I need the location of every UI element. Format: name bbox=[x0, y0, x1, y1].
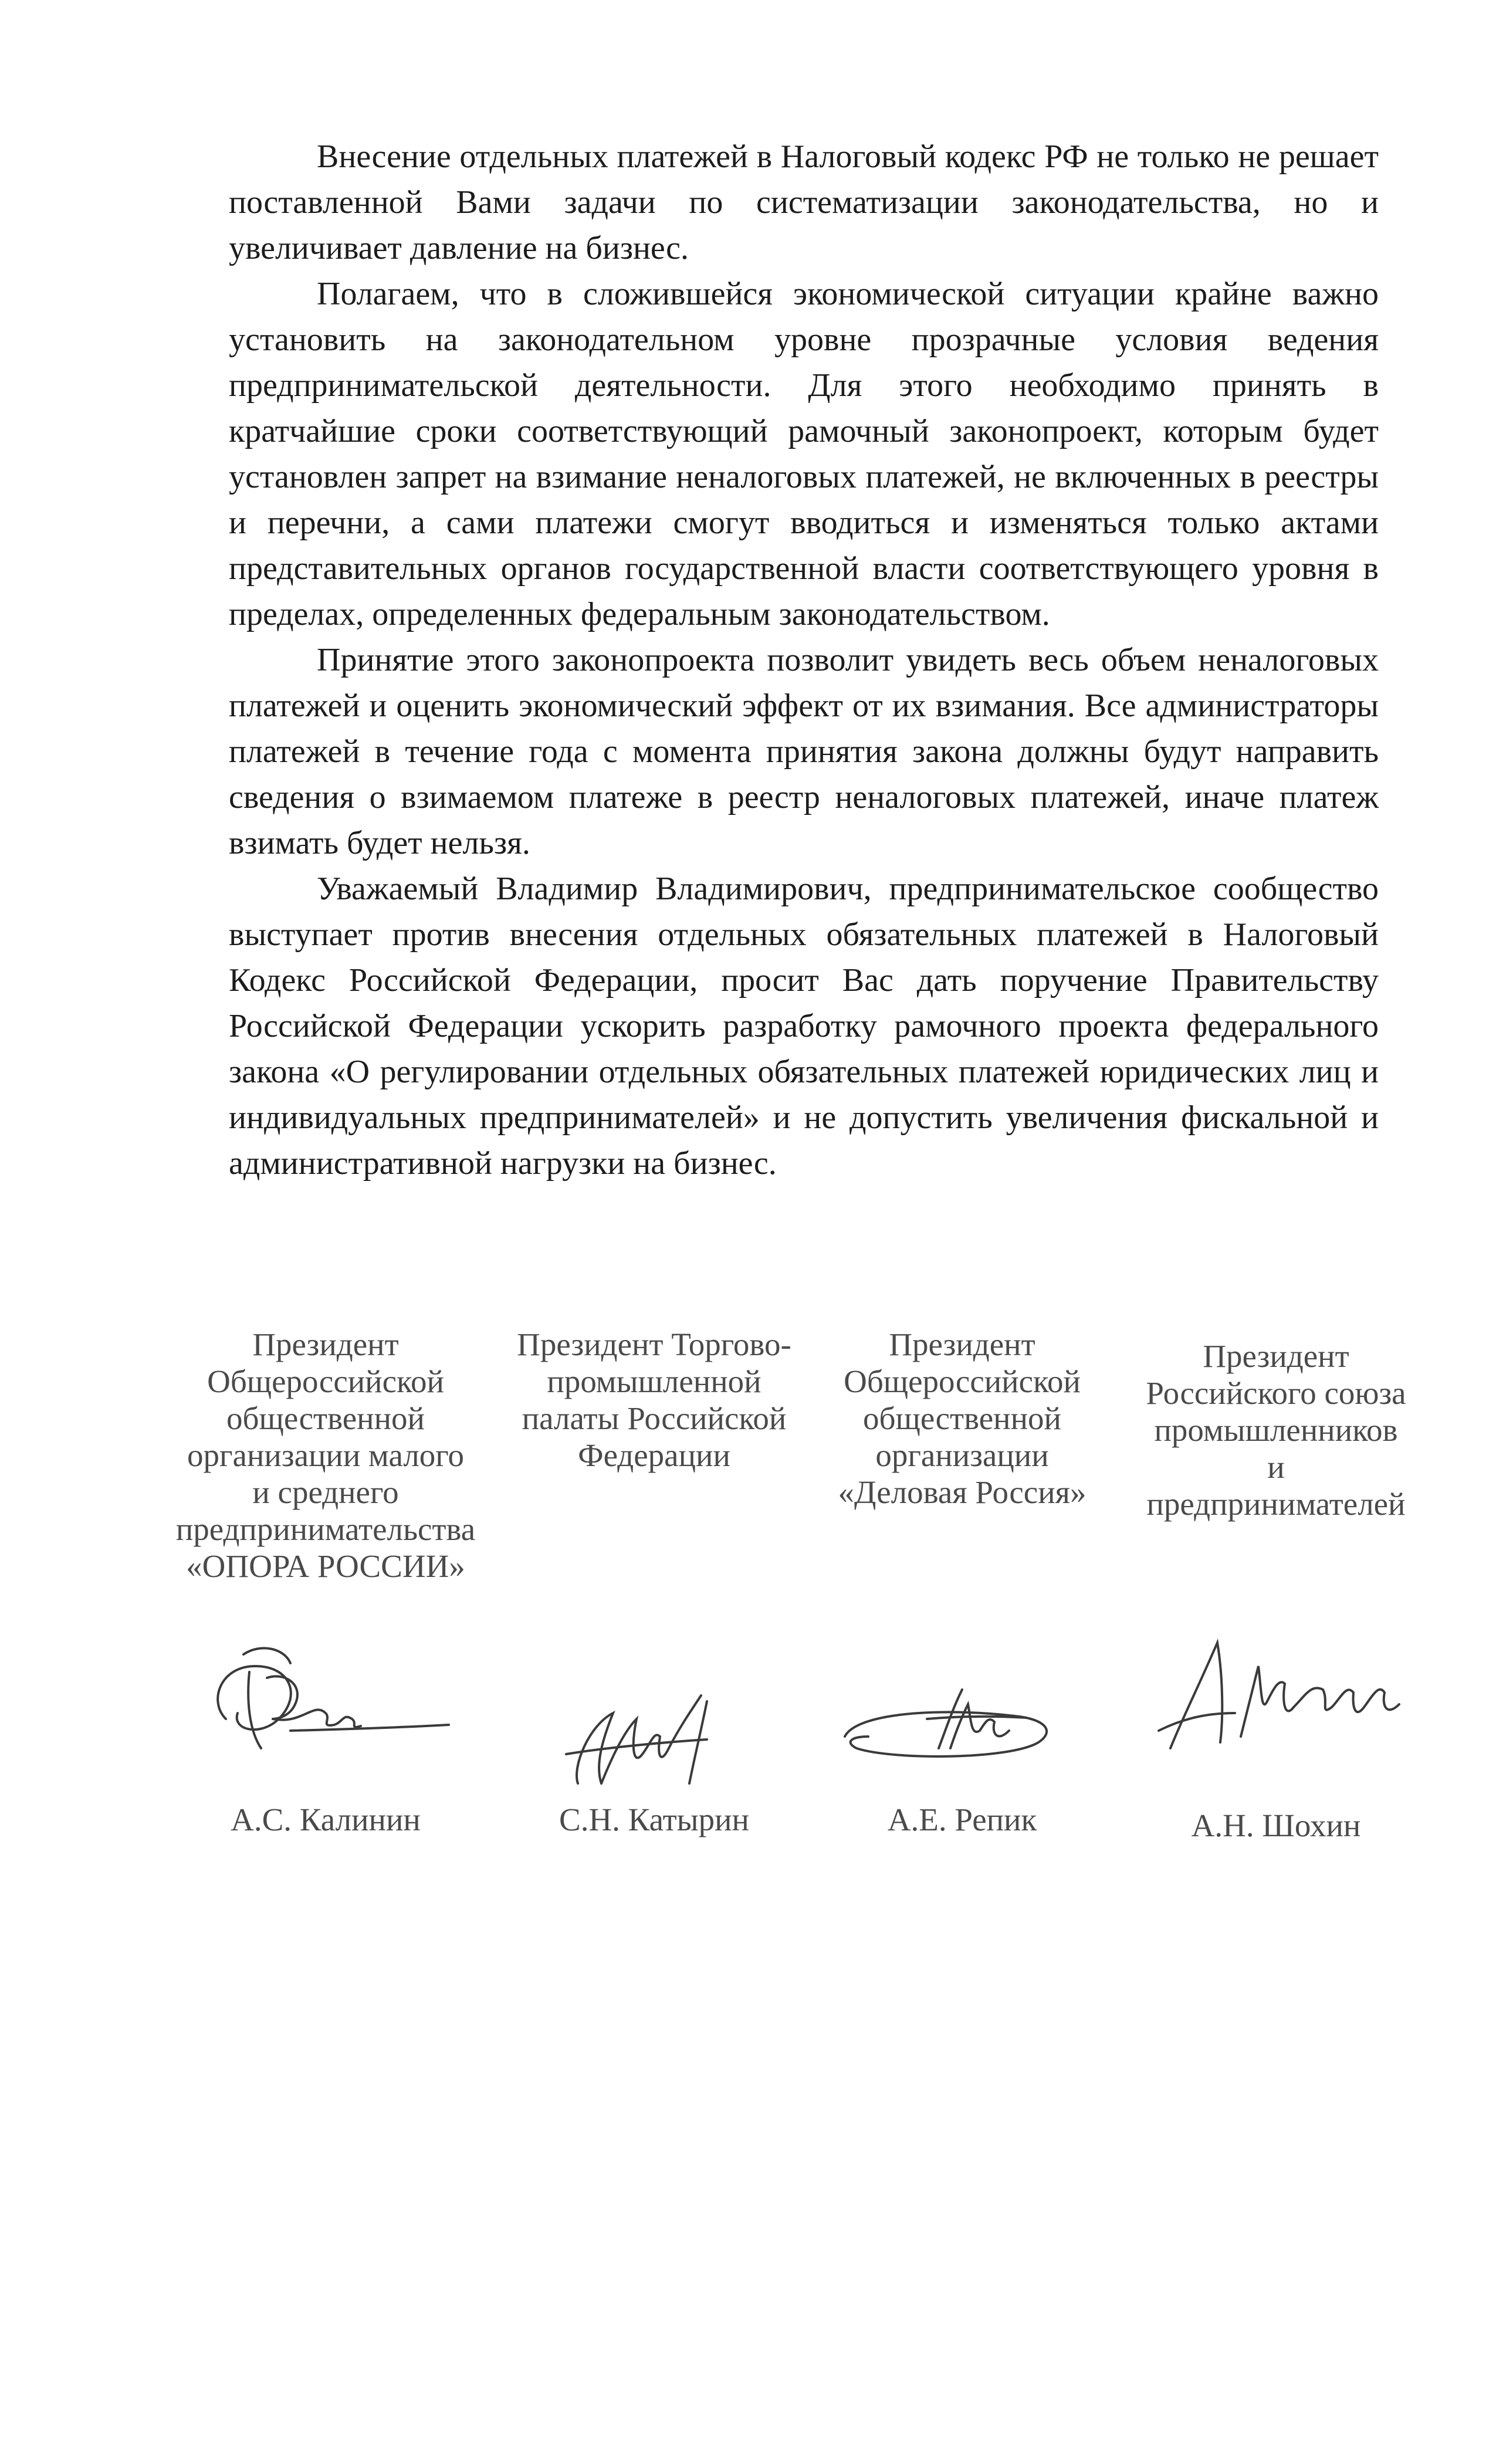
signatory-name: С.Н. Катырин bbox=[559, 1802, 749, 1837]
title-line: организации bbox=[875, 1437, 1049, 1473]
title-line: и bbox=[1267, 1449, 1285, 1485]
handwritten-signature-icon bbox=[185, 1631, 466, 1795]
signatory-name: А.Е. Репик bbox=[887, 1802, 1037, 1837]
paragraph-1: Внесение отдельных платежей в Налоговый кодекс РФ не только не решает поставленной Вами задачи по систематизации законодательства, но и увеличивает давление на бизнес. bbox=[229, 138, 1379, 266]
title-line: палаты Российской bbox=[522, 1400, 787, 1436]
title-line: общественной bbox=[226, 1400, 425, 1436]
signatory-shokhin bbox=[1112, 1314, 1440, 1843]
handwritten-signature-icon bbox=[821, 1649, 1103, 1813]
title-line: и среднего bbox=[252, 1474, 399, 1510]
blank-page-area bbox=[0, 2065, 1496, 2464]
handwritten-signature-icon bbox=[1135, 1619, 1417, 1783]
title-line: Президент Торгово- bbox=[517, 1326, 791, 1362]
signatory-name: А.Н. Шохин bbox=[1191, 1808, 1361, 1843]
title-line: промышленников bbox=[1154, 1412, 1398, 1448]
title-line: Федерации bbox=[578, 1437, 730, 1473]
signatory-name: А.С. Калинин bbox=[231, 1802, 421, 1837]
title-line: общественной bbox=[863, 1400, 1061, 1436]
signatory-katyrin bbox=[490, 1314, 818, 1837]
title-line: организации малого bbox=[187, 1437, 464, 1473]
paragraph-3: Принятие этого законопроекта позволит увидеть весь объем неналоговых платежей и оценить экономический эффект от их взимания. Все администраторы платежей в течение года с момента принятия закона должны будут направить сведения о взимаемом платеже в реестр неналоговых платежей, иначе платеж взимать будет нельзя. bbox=[229, 642, 1379, 861]
paragraph-2: Полагаем, что в сложившейся экономической ситуации крайне важно установить на законодательном уровне прозрачные условия ведения предпринимательской деятельности. Для этого необходимо принять в кратчайшие сроки соответствующий рамочный законопроект, которым будет установлен запрет на взимание неналоговых платежей, не включенных в реестры и перечни, а сами платежи смогут вводиться и изменяться только актами представительных органов государственной власти соответствующего уровня в пределах, определенных федеральным законодательством. bbox=[229, 276, 1379, 632]
signatory-title bbox=[813, 1314, 1112, 1511]
letter-body bbox=[229, 134, 1379, 1186]
title-line: Президент bbox=[1203, 1338, 1349, 1374]
signatories-block bbox=[161, 1314, 1452, 1842]
title-line: промышленной bbox=[547, 1363, 761, 1399]
title-line: «Деловая Россия» bbox=[838, 1474, 1087, 1510]
signatory-repik bbox=[813, 1314, 1112, 1837]
signatory-title bbox=[1112, 1314, 1440, 1522]
paragraph-4: Уважаемый Владимир Владимирович, предпринимательское сообщество выступает против внесения отдельных обязательных платежей в Налоговый Кодекс Российской Федерации, просит Вас дать поручение Правительству Российской Федерации ускорить разработку рамочного проекта федерального закона «О регулировании отдельных обязательных платежей юридических лиц и индивидуальных предпринимателей» и не допустить увеличения фискальной и административной нагрузки на бизнес. bbox=[229, 871, 1379, 1182]
title-line: предпринимателей bbox=[1146, 1486, 1406, 1522]
title-line: Российского союза bbox=[1146, 1375, 1406, 1411]
title-line: Президент bbox=[889, 1326, 1035, 1362]
title-line: предпринимательства bbox=[175, 1511, 476, 1547]
title-line: Общероссийской bbox=[207, 1363, 444, 1399]
title-line: «ОПОРА РОССИИ» bbox=[186, 1548, 465, 1584]
signatory-title bbox=[161, 1314, 490, 1585]
signatory-kalinin bbox=[161, 1314, 490, 1837]
title-line: Президент bbox=[252, 1326, 399, 1362]
signatory-title bbox=[490, 1314, 818, 1474]
title-line: Общероссийской bbox=[844, 1363, 1081, 1399]
